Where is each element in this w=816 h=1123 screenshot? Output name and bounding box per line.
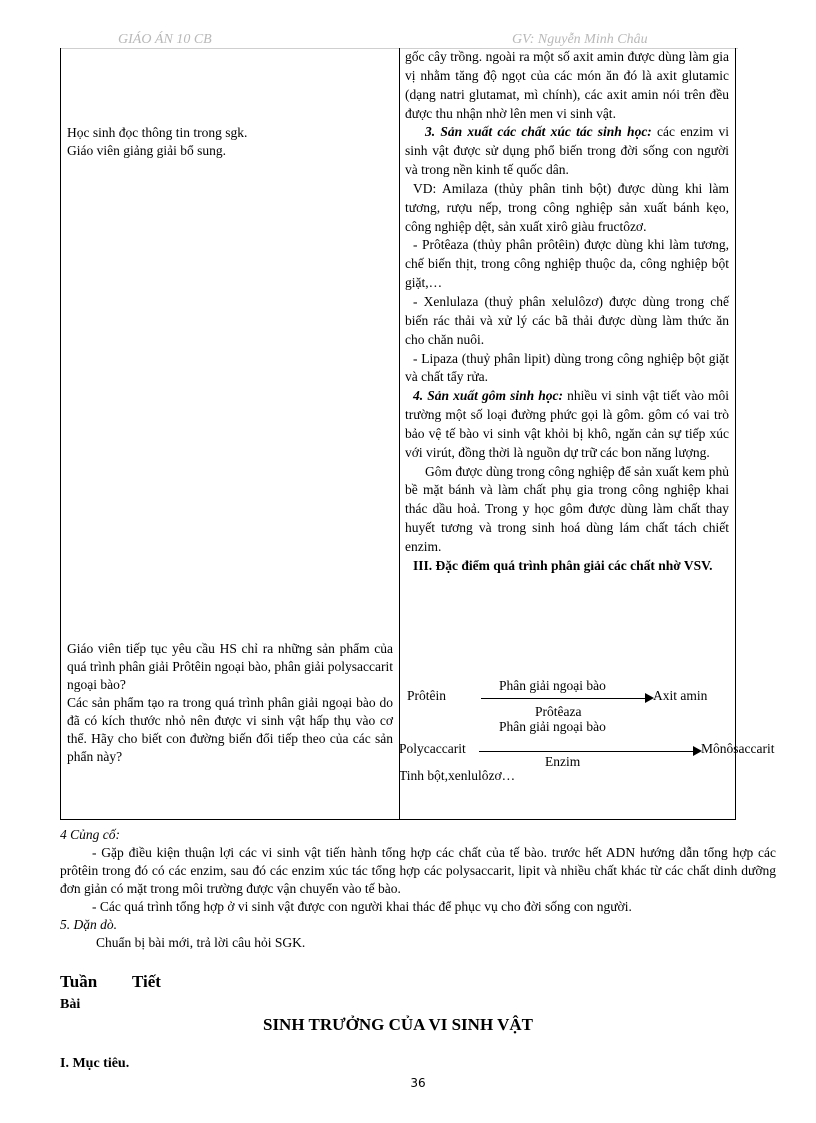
diagram-label-proteaza: Prôtêaza	[535, 704, 582, 719]
arrow-protein	[481, 698, 647, 699]
paragraph-amilaza: VD: Amilaza (thủy phân tinh bột) được dùng khi làm tương, rượu nếp, trong công nghiệp sản xuất bánh kẹo, công nghiệp dệt, sản xuất xirô giàu fructôzơ.	[405, 180, 729, 234]
left-paragraph: Giáo viên tiếp tục yêu cầu HS chỉ ra những sản phẩm của quá trình phân giải Prôtêin ngoại bào, phân giải polysaccarit ngoại bào?	[67, 641, 393, 692]
heading-catalyst: 3. Sản xuất các chất xúc tác sinh học:	[425, 124, 652, 140]
header-right: GV: Nguyễn Minh Châu	[512, 32, 648, 47]
diagram-starch: Tinh bột,xenlulôzơ…	[399, 768, 516, 783]
objectives-heading: I. Mục tiêu.	[60, 1056, 130, 1071]
diagram-monosaccarit: Mônôsaccarit	[701, 741, 775, 756]
diagram-label-enzim: Enzim	[545, 754, 581, 769]
left-line: Giáo viên giảng giải bổ sung.	[67, 143, 226, 158]
paragraph-gom-usage: Gôm được dùng trong công nghiệp để sản xuất kem phủ bề mặt bánh và làm chất phụ gia trong công nghiệp khai thác dầu hoả. Trong y học gôm được dùng làm chất thay huyết tương và trong sinh hoá dùng lám chất tách chiết enzim.	[405, 463, 729, 554]
left-line: Học sinh đọc thông tin trong sgk.	[67, 125, 248, 140]
homework-text: Chuẩn bị bài mới, trả lời câu hỏi SGK.	[96, 935, 306, 950]
paragraph-lipaza: - Lipaza (thuỷ phân lipit) dùng trong công nghiệp bột giặt và chất tẩy rửa.	[405, 350, 729, 385]
teacher-activity-2	[67, 640, 393, 766]
paragraph-proteaza: - Prôtêaza (thủy phân prôtêin) được dùng khi làm tương, chế biến thịt, trong công nghiệp thuộc da, công nghiệp bột giặt,…	[405, 237, 729, 291]
consolidation-title: 4 Củng cố:	[60, 827, 120, 842]
period-label: Tiết	[132, 972, 161, 991]
paragraph-glutamic: gốc cây trồng. ngoài ra một số axit amin được dùng làm gia vị nhằm tăng độ ngọt của các món ăn đó là axit glutamic (dạng natri glutamat, mì chính), các axit amin nói trên đều được thu nhận nhờ lên men vi sinh vật.	[405, 49, 729, 121]
teacher-activity-1	[67, 124, 393, 160]
week-label: Tuần	[60, 972, 98, 991]
consolidation-text-2: - Các quá trình tổng hợp ở vi sinh vật được con người khai thác để phục vụ cho đời sống con người.	[92, 899, 632, 914]
consolidation-text-1: - Gặp điều kiện thuận lợi các vi sinh vật tiến hành tổng hợp các chất của tế bào. trước hết ADN hướng dẫn tổng hợp các prôtêin trong đó có các enzim, sau đó các enzim xúc tác tổng hợp các polysaccarit, lipit và nhiều chất khác từ các chất dinh dưỡng đơn giản có mặt trong môi trường được vận chuyển vào tế bào.	[60, 845, 776, 896]
paragraph-xenlulaza: - Xenlulaza (thuỷ phân xelulôzơ) được dùng trong chế biến rác thải và xử lý các bã thải được dùng làm thức ăn cho chăn nuôi.	[405, 293, 729, 347]
left-paragraph: Các sản phẩm tạo ra trong quá trình phân giải ngoại bào do đã có kích thước nhỏ nên được vi sinh vật hấp thụ vào cơ thể. Hãy cho biết con đường biến đổi tiếp theo của các sản phẩn này?	[67, 695, 393, 764]
diagram-protein: Prôtêin	[407, 688, 446, 703]
paragraph-gom: 4. Sản xuất gôm sinh học: nhiều vi sinh vật tiết vào môi trường một số loại đường phức gọi là gôm. gôm có vai trò bảo vệ tế bào vi sinh vật khỏi bị khô, ngăn cản sự tiếp xúc với virút, đồng thời là nguồn dự trữ các bon năng lượng.	[405, 388, 729, 460]
header-left: GIÁO ÁN 10 CB	[118, 32, 212, 47]
diagram-label-extracellular-1: Phân giải ngoại bào	[499, 678, 606, 693]
section-heading-iii: III. Đặc điểm quá trình phân giải các chất nhờ VSV.	[413, 557, 713, 573]
page-number: 36	[410, 1076, 426, 1090]
decomposition-diagram	[399, 670, 775, 820]
heading-gom: 4. Sản xuất gôm sinh học:	[413, 388, 563, 404]
homework-title: 5. Dặn dò.	[60, 917, 117, 932]
lesson-title: SINH TRƯỞNG CỦA VI SINH VẬT	[262, 1015, 534, 1034]
arrow-polysaccarit	[479, 751, 693, 752]
paragraph-catalyst: 3. Sản xuất các chất xúc tác sinh học: các enzim vi sinh vật được sử dụng phổ biến trong đời sống con người và trong nền kinh tế quốc dân.	[405, 124, 729, 178]
content-column	[405, 48, 729, 576]
lesson-label: Bài	[60, 997, 81, 1012]
consolidation-section	[60, 826, 776, 952]
diagram-amino-acid: Axit amin	[653, 688, 708, 703]
diagram-polysaccarit: Polycaccarit	[399, 741, 466, 756]
lesson-table	[60, 48, 775, 820]
diagram-label-extracellular-2: Phân giải ngoại bào	[499, 719, 606, 734]
